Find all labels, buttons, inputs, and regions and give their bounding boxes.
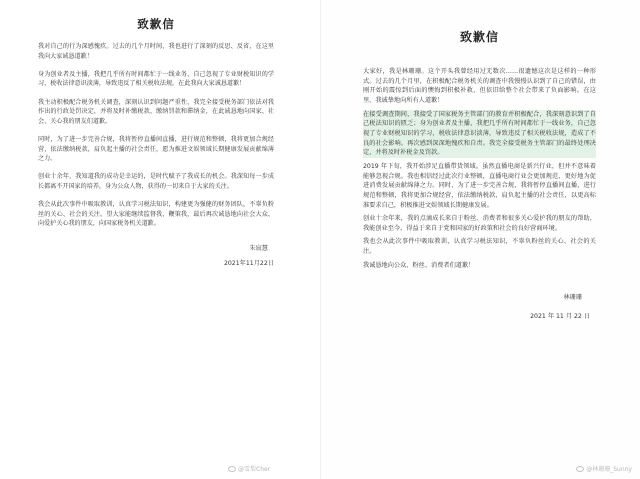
weibo-watermark <box>576 464 632 473</box>
signature: 朱宸慧 <box>249 244 268 252</box>
letter-paragraph: 我会从此次事件中吸取教训，认真学习税法知识，构建更为强健的财务团队，不辜负粉丝的关心、社会的关注。望大家能继续监督我、鞭策我，最后再次诚恳地向社会大众、向爱护关心我的朋友，向国家税务机关道歉。 <box>38 201 274 228</box>
watermark-text: @林珊珊_Sunny <box>586 466 632 473</box>
watermark-text: @雪梨Cher <box>238 466 271 473</box>
letter-paragraph: 身为创业者及主播，我把几乎所有时间都忙于一线业务，自己忽视了专业财税知识的学习，税收法律意识淡薄，导致违反了相关税收法规。在此我向大家诚恳道歉！ <box>38 70 274 88</box>
letter-paragraph: 大家好，我是林珊珊。这个开头我曾经用过无数次……很遗憾这次是这样的一种形式。过去的几个月里，在积极配合税务机关的调查中我慢慢认识到了自己的错误，由刚开始的震惊到后面的懊悔到积极补救，但依旧给整个社会带来了负面影响。在这里，我诚挚地向所有人道歉！ <box>363 68 596 105</box>
apology-letter-right <box>320 0 640 479</box>
letter-title: 致歉信 <box>137 17 175 31</box>
letter-paragraph: 同时，为了进一步完善合规，我将暂停直播间直播，进行规范和整顿，我将更加合规经营，依法缴纳税款，肩负起主播的社会责任，愿为推进文娱领域长期健康发展贡献绵薄之力。 <box>38 135 274 163</box>
letter-date: 2021 年 11 月 22 日 <box>530 313 590 321</box>
letter-paragraph: 我诚恳地向公众、粉丝、消费者们道歉！ <box>363 261 475 269</box>
letter-paragraph: 我主动积极配合税务机关调查，深刻认识到问题严重性，我完全接受税务部门依法对我作出的行政处罚决定，并将及时补缴税款、缴纳罚款和滞纳金，在此诚恳地向国家、社会、关心我的朋友们道歉。 <box>38 98 274 125</box>
letter-paragraph: 在接受调查期间，我接受了国家税务主管部门的教育并积极配合，我深刻意识到了自己税法知识的匮乏；身为创业者及主播，我把几乎所有时间都忙于一线业务，自己忽视了专业财税知识的学习，税收法律意识淡薄，导致违反了相关税收法规，造成了不良的社会影响。再次感到深深地愧疚和自责。我完全接受税务主管部门的最终处理决定，并将及时补税金及罚款。 <box>363 110 596 157</box>
letter-paragraph: 我也会从此次事件中吸取教训，认真学习税法知识，不辜负粉丝的关心、社会的关注。 <box>363 238 596 256</box>
letter-title: 致歉信 <box>459 30 499 44</box>
letter-date: 2021年11月22日 <box>223 259 274 267</box>
letter-paragraph: 2019 年下旬，我开始涉足直播带货领域。虽然直播电商是新兴行业，但并不意味着能够忽视合规。我也相信经过此次行业整顿，直播电商行业会更加规范、更好地为促进消费发展贡献绵薄之力。同时，为了进一步完善合规，我将暂停直播间直播，进行规范和整顿，我将更加合规经营，依法缴纳税款，肩负起主播的社会责任，以更高标准要求自己，积极推进文娱领域长期健康发展。 <box>363 162 596 209</box>
signature: 林珊珊 <box>563 294 582 302</box>
letter-paragraph: 创业十余年，我知道我的成功是幸运的，是时代赋予了我成长的机会。我深知每一步成长都离不开国家的培养，身为公众人物，获得的一切来自于大家的关注。 <box>38 173 274 190</box>
weibo-icon <box>576 466 584 472</box>
letter-paragraph: 我对自己的行为深感愧疚。过去的几个月时间，我也进行了深刻的反思、反省，在这里我向大家诚恳道歉！ <box>38 43 274 60</box>
weibo-watermark <box>228 464 270 473</box>
letter-paragraph: 创业十余年来，我的点滴成长来自于粉丝、消费者和很多关心爱护我的朋友的帮助，我能创业至今，得益于来自于党和国家的好政策和社会的良好营商环境。 <box>363 215 596 232</box>
weibo-icon <box>228 466 236 472</box>
